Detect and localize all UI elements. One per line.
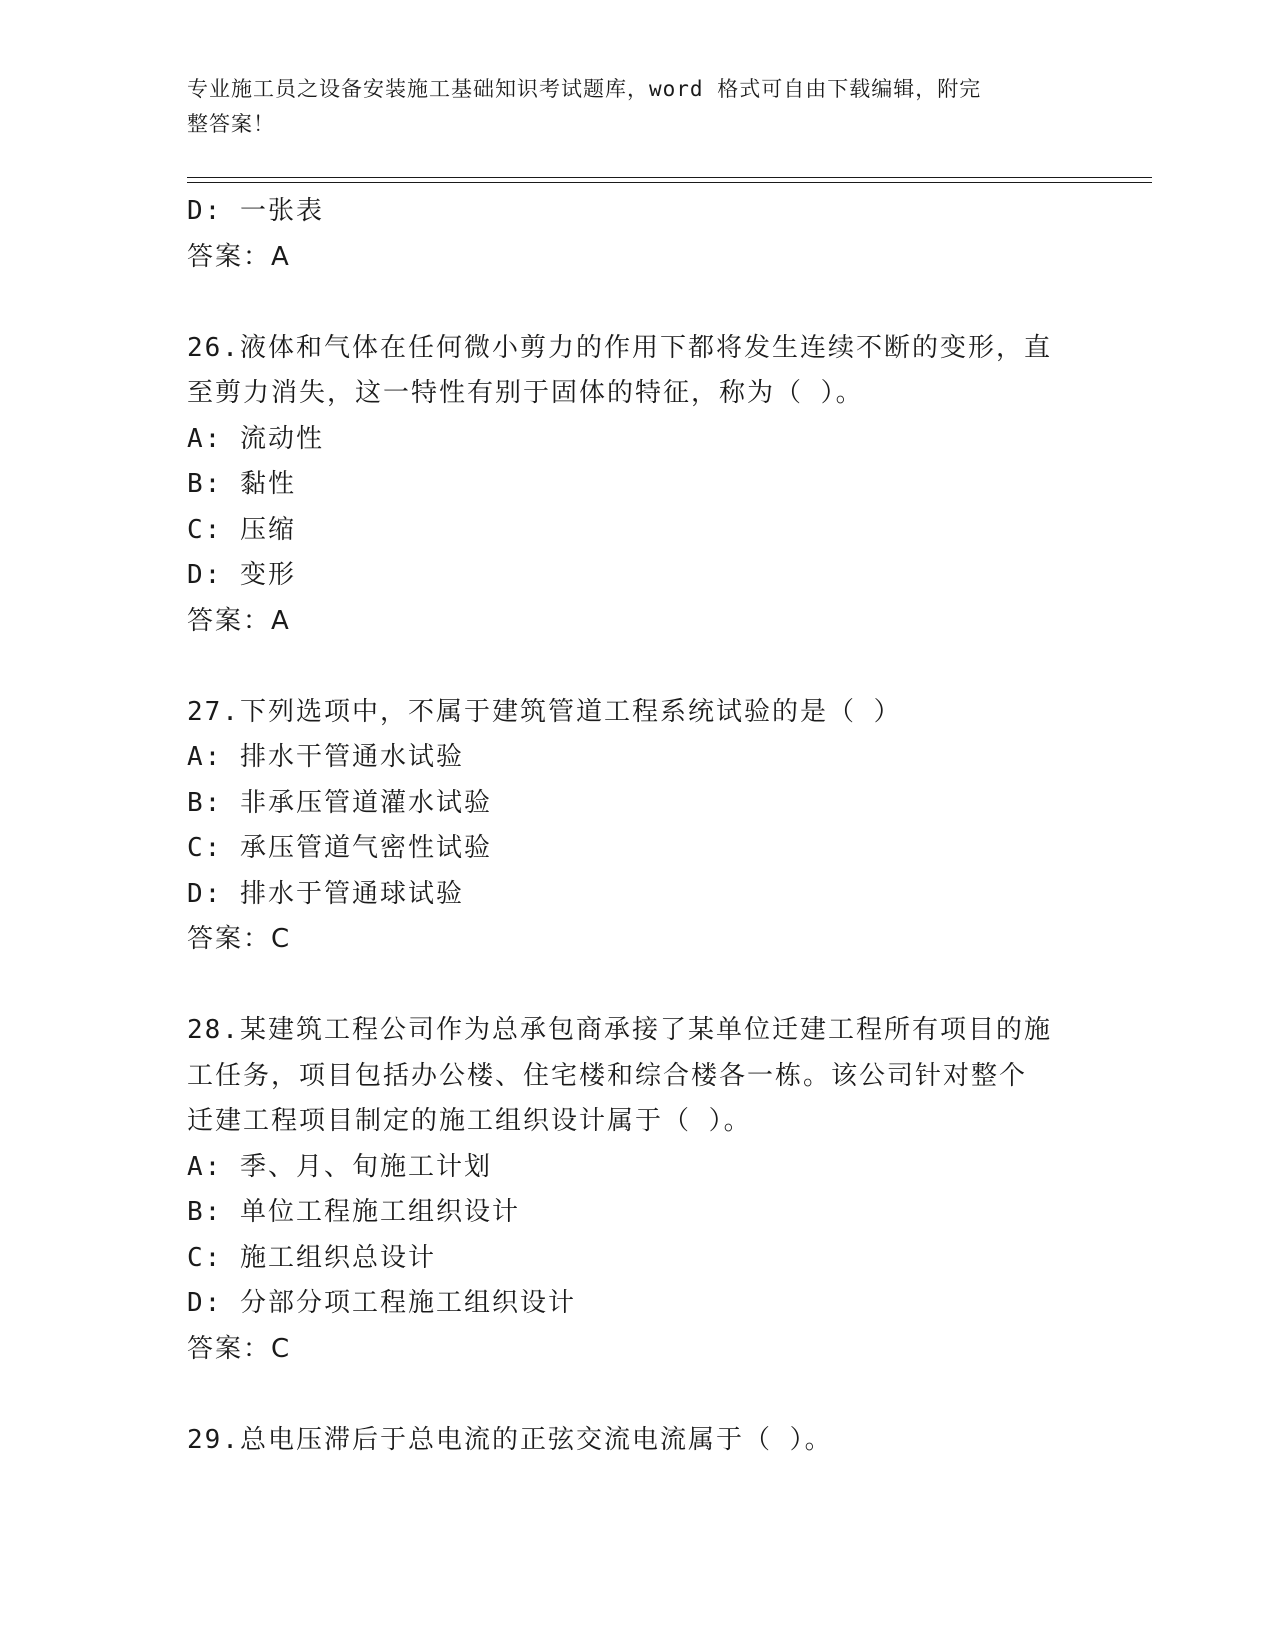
question-28 <box>187 1008 1107 1372</box>
option-a: A: 流动性 <box>187 423 324 454</box>
question-stem: 28.某建筑工程公司作为总承包商承接了某单位迁建工程所有项目的施 <box>187 1015 1052 1045</box>
answer: 答案：C <box>187 924 292 954</box>
option-a: A: 季、月、旬施工计划 <box>187 1151 492 1182</box>
header-divider-bottom <box>187 182 1152 183</box>
spacer <box>187 1372 1107 1418</box>
option-c: C: 施工组织总设计 <box>187 1242 436 1273</box>
question-list <box>187 189 1107 1463</box>
spacer <box>187 963 1107 1009</box>
question-29 <box>187 1418 1107 1464</box>
question-27 <box>187 690 1107 963</box>
option-c: C: 承压管道气密性试验 <box>187 833 492 863</box>
answer: 答案：C <box>187 1333 292 1364</box>
header-line-1: 专业施工员之设备安装施工基础知识考试题库，word 格式可自由下载编辑，附完 <box>187 77 982 101</box>
question-stem: 27.下列选项中，不属于建筑管道工程系统试验的是（ ） <box>187 696 902 727</box>
question-26 <box>187 326 1107 645</box>
previous-answer: 答案：A <box>187 241 291 272</box>
previous-option-d: D: 一张表 <box>187 196 324 226</box>
option-d: D: 变形 <box>187 560 296 590</box>
option-d: D: 排水于管通球试验 <box>187 878 464 909</box>
option-b: B: 单位工程施工组织设计 <box>187 1197 520 1227</box>
spacer <box>187 644 1107 690</box>
document-header <box>187 72 1067 142</box>
question-stem: 至剪力消失，这一特性有别于固体的特征，称为（ ）。 <box>187 378 864 408</box>
option-b: B: 非承压管道灌水试验 <box>187 787 492 818</box>
option-a: A: 排水干管通水试验 <box>187 742 464 772</box>
header-line-2: 整答案！ <box>187 112 275 136</box>
option-d: D: 分部分项工程施工组织设计 <box>187 1288 576 1318</box>
question-stem: 29.总电压滞后于总电流的正弦交流电流属于（ ）。 <box>187 1424 833 1455</box>
option-b: B: 黏性 <box>187 469 296 499</box>
question-stem: 迁建工程项目制定的施工组织设计属于（ ）。 <box>187 1106 752 1136</box>
option-c: C: 压缩 <box>187 514 296 545</box>
spacer <box>187 280 1107 326</box>
answer: 答案：A <box>187 605 291 636</box>
question-stem: 工任务，项目包括办公楼、住宅楼和综合楼各一栋。该公司针对整个 <box>187 1060 1028 1091</box>
header-divider-top <box>187 177 1152 178</box>
question-stem: 26.液体和气体在任何微小剪力的作用下都将发生连续不断的变形，直 <box>187 332 1052 363</box>
